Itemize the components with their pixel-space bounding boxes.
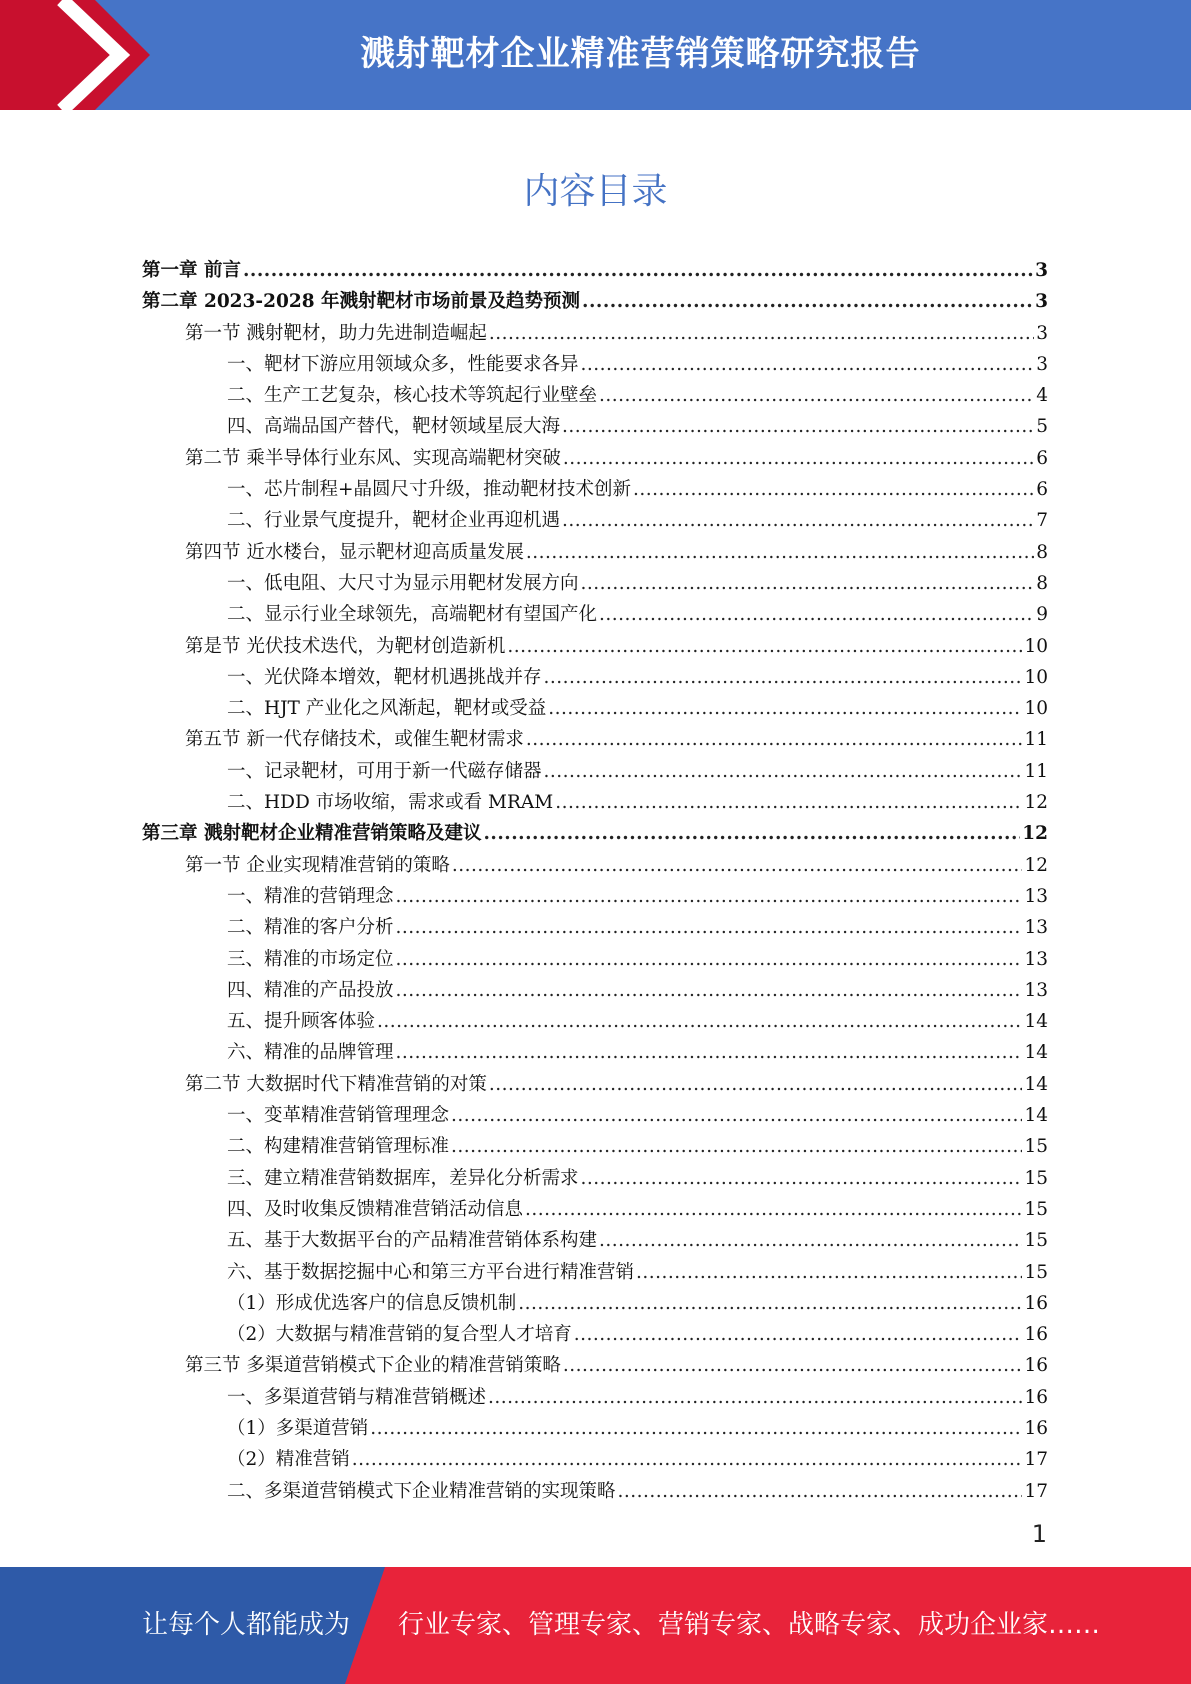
toc-leader-dots xyxy=(525,1199,1022,1220)
toc-entry-page: 11 xyxy=(1024,729,1048,751)
toc-leader-dots xyxy=(562,416,1034,437)
toc-entry-label: 二、多渠道营销模式下企业精准营销的实现策略 xyxy=(227,1480,616,1502)
toc-entry-label: 第二章 2023-2028 年溅射靶材市场前景及趋势预测 xyxy=(142,291,581,313)
toc-entry[interactable] xyxy=(142,1445,1048,1476)
toc-leader-dots xyxy=(396,980,1023,1001)
toc-leader-dots xyxy=(488,1387,1022,1408)
toc-entry-page: 10 xyxy=(1024,635,1048,657)
toc-leader-dots xyxy=(352,1449,1023,1470)
toc-entry[interactable] xyxy=(142,1164,1048,1195)
toc-entry-label: 二、构建精准营销管理标准 xyxy=(227,1136,450,1158)
toc-entry-label: 五、提升顾客体验 xyxy=(227,1011,376,1033)
toc-entry-label: （2）精准营销 xyxy=(227,1449,350,1471)
toc-leader-dots xyxy=(563,448,1034,469)
toc-leader-dots xyxy=(636,1262,1022,1283)
toc-entry-label: 五、基于大数据平台的产品精准营销体系构建 xyxy=(227,1230,598,1252)
toc-leader-dots xyxy=(544,761,1023,782)
toc-entry-page: 12 xyxy=(1022,823,1048,845)
toc-entry[interactable] xyxy=(142,913,1048,944)
toc-entry-label: 二、HJT 产业化之风渐起，靶材或受益 xyxy=(227,698,547,720)
toc-leader-dots xyxy=(526,729,1023,750)
toc-leader-dots xyxy=(377,1011,1022,1032)
toc-leader-dots xyxy=(507,636,1022,657)
toc-entry-label: 二、HDD 市场收缩，需求或看 MRAM xyxy=(227,792,554,814)
toc-entry[interactable] xyxy=(142,569,1048,600)
toc-entry-page: 6 xyxy=(1036,447,1048,469)
toc-entry-page: 16 xyxy=(1024,1324,1048,1346)
toc-entry-label: 第二节 大数据时代下精准营销的对策 xyxy=(185,1073,487,1095)
toc-entry[interactable] xyxy=(142,1132,1048,1163)
toc-entry[interactable] xyxy=(142,1101,1048,1132)
toc-leader-dots xyxy=(489,323,1034,344)
toc-entry[interactable] xyxy=(142,694,1048,725)
toc-entry-label: 一、精准的营销理念 xyxy=(227,885,394,907)
toc-entry-label: 一、低电阻、大尺寸为显示用靶材发展方向 xyxy=(227,572,579,594)
toc-entry-page: 9 xyxy=(1036,604,1048,626)
toc-leader-dots xyxy=(483,823,1020,844)
toc-entry-label: 二、显示行业全球领先，高端靶材有望国产化 xyxy=(227,604,598,626)
toc-leader-dots xyxy=(581,354,1035,375)
toc-entry[interactable] xyxy=(142,1038,1048,1069)
toc-leader-dots xyxy=(396,886,1023,907)
report-title: 溅射靶材企业精准营销策略研究报告 xyxy=(360,34,921,74)
toc-entry[interactable] xyxy=(142,1477,1048,1508)
toc-entry[interactable] xyxy=(142,256,1048,287)
toc-entry-page: 3 xyxy=(1035,260,1048,281)
toc-entry[interactable] xyxy=(142,1226,1048,1257)
toc-leader-dots xyxy=(563,1355,1023,1376)
toc-entry[interactable] xyxy=(142,1195,1048,1226)
toc-entry-page: 3 xyxy=(1035,291,1048,313)
toc-entry[interactable] xyxy=(142,757,1048,788)
toc-entry[interactable] xyxy=(142,851,1048,882)
toc-leader-dots xyxy=(581,573,1035,594)
toc-entry-page: 10 xyxy=(1024,666,1048,688)
header-arrow-decoration xyxy=(0,0,150,110)
toc-entry[interactable] xyxy=(142,1351,1048,1382)
toc-entry-label: 第四节 近水楼台，显示靶材迎高质量发展 xyxy=(185,541,524,563)
toc-entry-page: 4 xyxy=(1036,385,1048,407)
toc-title: 内容目录 xyxy=(523,171,668,212)
toc-entry-label: 四、精准的产品投放 xyxy=(227,979,394,1001)
toc-entry[interactable] xyxy=(142,976,1048,1007)
toc-entry-label: 一、多渠道营销与精准营销概述 xyxy=(227,1386,487,1408)
toc-entry-label: 三、建立精准营销数据库，差异化分析需求 xyxy=(227,1167,579,1189)
toc-entry-label: 二、行业景气度提升，靶材企业再迎机遇 xyxy=(227,510,561,532)
toc-entry-page: 15 xyxy=(1024,1198,1048,1220)
footer-slogan-left: 让每个人都能成为 xyxy=(142,1610,351,1640)
toc-entry-page: 16 xyxy=(1024,1355,1048,1377)
toc-entry-page: 17 xyxy=(1024,1480,1048,1502)
toc-entry[interactable] xyxy=(142,945,1048,976)
toc-entry-page: 7 xyxy=(1036,510,1048,532)
toc-entry-page: 6 xyxy=(1036,479,1048,501)
toc-entry-label: 四、高端品国产替代，靶材领域星辰大海 xyxy=(227,416,561,438)
toc-entry-page: 16 xyxy=(1024,1292,1048,1314)
toc-leader-dots xyxy=(396,949,1023,970)
toc-entry-page: 3 xyxy=(1036,353,1048,375)
toc-leader-dots xyxy=(562,510,1034,531)
toc-leader-dots xyxy=(489,1074,1023,1095)
toc-entry-label: 二、精准的客户分析 xyxy=(227,917,394,939)
toc-entry-label: 第五节 新一代存储技术，或催生靶材需求 xyxy=(185,729,524,751)
toc-entry-page: 14 xyxy=(1024,1073,1048,1095)
toc-entry-page: 3 xyxy=(1036,322,1048,344)
toc-entry-label: 第三节 多渠道营销模式下企业的精准营销策略 xyxy=(185,1355,561,1377)
toc-entry-label: （2）大数据与精准营销的复合型人才培育 xyxy=(227,1324,572,1346)
toc-leader-dots xyxy=(544,667,1023,688)
toc-entry-label: 一、靶材下游应用领域众多，性能要求各异 xyxy=(227,353,579,375)
toc-entry-page: 14 xyxy=(1024,1105,1048,1127)
toc-leader-dots xyxy=(633,479,1034,500)
toc-leader-dots xyxy=(518,1293,1022,1314)
toc-entry-page: 14 xyxy=(1024,1042,1048,1064)
toc-entry-label: 第一节 溅射靶材，助力先进制造崛起 xyxy=(185,322,487,344)
toc-entry-page: 8 xyxy=(1036,541,1048,563)
toc-entry[interactable] xyxy=(142,663,1048,694)
toc-entry-label: 一、记录靶材，可用于新一代磁存储器 xyxy=(227,760,542,782)
toc-entry-page: 5 xyxy=(1036,416,1048,438)
toc-entry-page: 12 xyxy=(1024,854,1048,876)
toc-entry-page: 15 xyxy=(1024,1136,1048,1158)
toc-entry[interactable] xyxy=(142,632,1048,663)
footer-slogan-right: 行业专家、管理专家、营销专家、战略专家、成功企业家…… xyxy=(398,1610,1101,1640)
toc-entry[interactable] xyxy=(142,600,1048,631)
toc-entry-page: 10 xyxy=(1024,698,1048,720)
toc-entry[interactable] xyxy=(142,819,1048,850)
toc-entry-label: 第一章 前言 xyxy=(142,260,241,281)
toc-entry-page: 11 xyxy=(1024,760,1048,782)
toc-entry-page: 15 xyxy=(1024,1230,1048,1252)
toc-entry[interactable] xyxy=(142,412,1048,443)
toc-entry[interactable] xyxy=(142,882,1048,913)
toc-leader-dots xyxy=(599,385,1034,406)
toc-entry[interactable] xyxy=(142,475,1048,506)
toc-entry-label: （1）形成优选客户的信息反馈机制 xyxy=(227,1292,517,1314)
toc-entry[interactable] xyxy=(142,319,1048,350)
toc-entry-label: 第是节 光伏技术迭代，为靶材创造新机 xyxy=(185,635,506,657)
toc-leader-dots xyxy=(396,917,1023,938)
toc-entry-label: （1）多渠道营销 xyxy=(227,1417,369,1439)
toc-entry[interactable] xyxy=(142,538,1048,569)
toc-entry[interactable] xyxy=(142,1070,1048,1101)
toc-leader-dots xyxy=(548,698,1022,719)
toc-leader-dots xyxy=(555,792,1022,813)
toc-leader-dots xyxy=(243,260,1033,281)
toc-leader-dots xyxy=(526,542,1034,563)
toc-leader-dots xyxy=(618,1481,1023,1502)
toc-leader-dots xyxy=(396,1042,1023,1063)
toc-entry[interactable] xyxy=(142,381,1048,412)
toc-entry-page: 14 xyxy=(1024,1011,1048,1033)
toc-leader-dots xyxy=(451,1105,1022,1126)
toc-entry-label: 六、基于数据挖掘中心和第三方平台进行精准营销 xyxy=(227,1261,635,1283)
toc-entry[interactable] xyxy=(142,1320,1048,1351)
toc-entry-page: 15 xyxy=(1024,1167,1048,1189)
toc-entry[interactable] xyxy=(142,350,1048,381)
toc-entry-page: 13 xyxy=(1024,979,1048,1001)
toc-leader-dots xyxy=(581,1168,1023,1189)
toc-entry-label: 第三章 溅射靶材企业精准营销策略及建议 xyxy=(142,823,482,845)
toc-entry-label: 三、精准的市场定位 xyxy=(227,948,394,970)
toc-entry-label: 六、精准的品牌管理 xyxy=(227,1042,394,1064)
toc-entry-label: 一、光伏降本增效，靶材机遇挑战并存 xyxy=(227,666,542,688)
page-number: 1 xyxy=(1031,1520,1047,1548)
header-banner xyxy=(0,0,1191,110)
toc-entry-page: 8 xyxy=(1036,572,1048,594)
toc-entry[interactable] xyxy=(142,788,1048,819)
toc-entry-page: 13 xyxy=(1024,917,1048,939)
toc-entry-page: 16 xyxy=(1024,1417,1048,1439)
toc-entry-page: 13 xyxy=(1024,885,1048,907)
toc-entry[interactable] xyxy=(142,725,1048,756)
toc-leader-dots xyxy=(451,1136,1022,1157)
toc-leader-dots xyxy=(599,604,1034,625)
toc-entry-label: 四、及时收集反馈精准营销活动信息 xyxy=(227,1198,524,1220)
toc-entry[interactable] xyxy=(142,444,1048,475)
toc-entry[interactable] xyxy=(142,1289,1048,1320)
toc-entry-label: 第二节 乘半导体行业东风、实现高端靶材突破 xyxy=(185,447,561,469)
toc-entry[interactable] xyxy=(142,506,1048,537)
toc-leader-dots xyxy=(582,291,1033,312)
toc-leader-dots xyxy=(452,855,1023,876)
toc-entry-label: 二、生产工艺复杂，核心技术等筑起行业壁垒 xyxy=(227,385,598,407)
toc-entry-page: 15 xyxy=(1024,1261,1048,1283)
toc-entry[interactable] xyxy=(142,287,1048,318)
toc-entry[interactable] xyxy=(142,1383,1048,1414)
toc-entry[interactable] xyxy=(142,1007,1048,1038)
footer-banner xyxy=(0,1567,1191,1684)
toc-entry-page: 17 xyxy=(1024,1449,1048,1471)
toc-leader-dots xyxy=(370,1418,1022,1439)
toc-leader-dots xyxy=(574,1324,1023,1345)
toc-entry[interactable] xyxy=(142,1258,1048,1289)
table-of-contents xyxy=(142,256,1048,1508)
toc-entry-page: 13 xyxy=(1024,948,1048,970)
toc-entry-label: 第一节 企业实现精准营销的策略 xyxy=(185,854,450,876)
toc-entry-page: 16 xyxy=(1024,1386,1048,1408)
toc-entry[interactable] xyxy=(142,1414,1048,1445)
toc-entry-label: 一、芯片制程+晶圆尺寸升级，推动靶材技术创新 xyxy=(227,479,632,501)
toc-entry-page: 12 xyxy=(1024,792,1048,814)
toc-entry-label: 一、变革精准营销管理理念 xyxy=(227,1105,450,1127)
toc-leader-dots xyxy=(599,1230,1022,1251)
